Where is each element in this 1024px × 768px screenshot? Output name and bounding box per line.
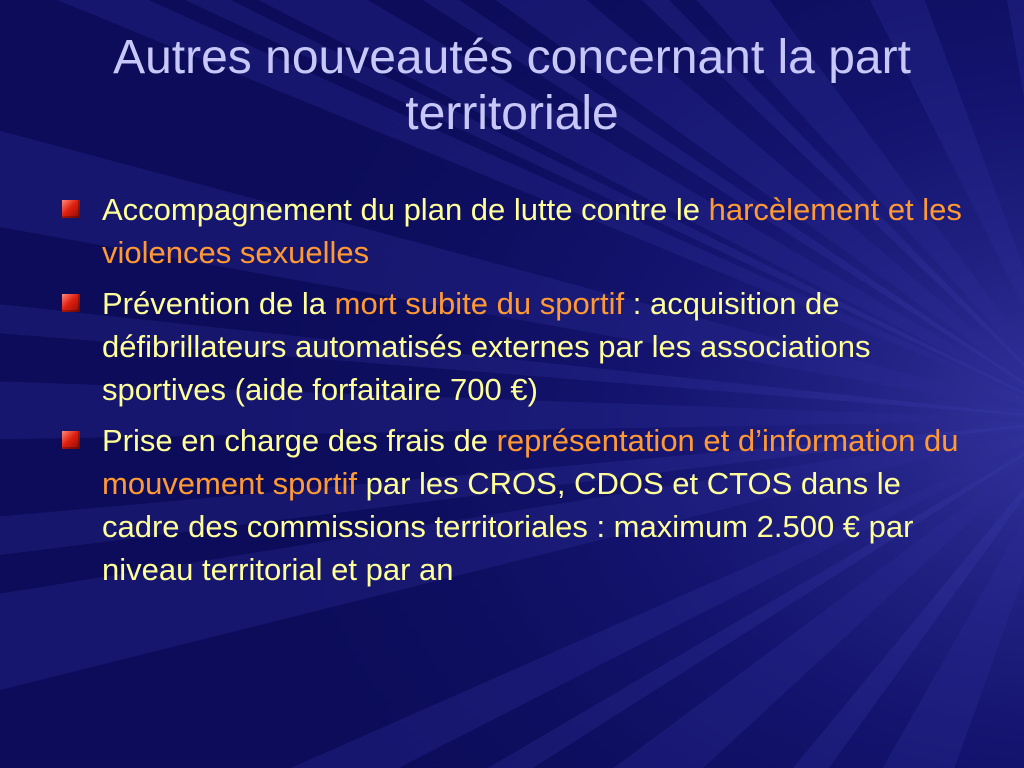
bullet-text: Prévention de la mort subite du sportif : acquisition de défibrillateurs automatisés externes par les associations sportives (aide forfaitaire 700 €) [102,286,871,407]
bullet-item [62,419,982,591]
bullet-item [62,282,982,411]
square-bullet-icon [62,200,80,218]
bullet-text: Prise en charge des frais de représentation et d’information du mouvement sportif par les CROS, CDOS et CTOS dans le cadre des commissions territoriales : maximum 2.500 € par niveau territorial et par an [102,423,959,587]
bullet-item [62,188,982,274]
square-bullet-icon [62,294,80,312]
bullet-text: Accompagnement du plan de lutte contre le harcèlement et les violences sexuelles [102,192,962,270]
slide-title: Autres nouveautés concernant la part territoriale [113,31,911,140]
bullet-list [62,188,982,599]
square-bullet-icon [62,431,80,449]
